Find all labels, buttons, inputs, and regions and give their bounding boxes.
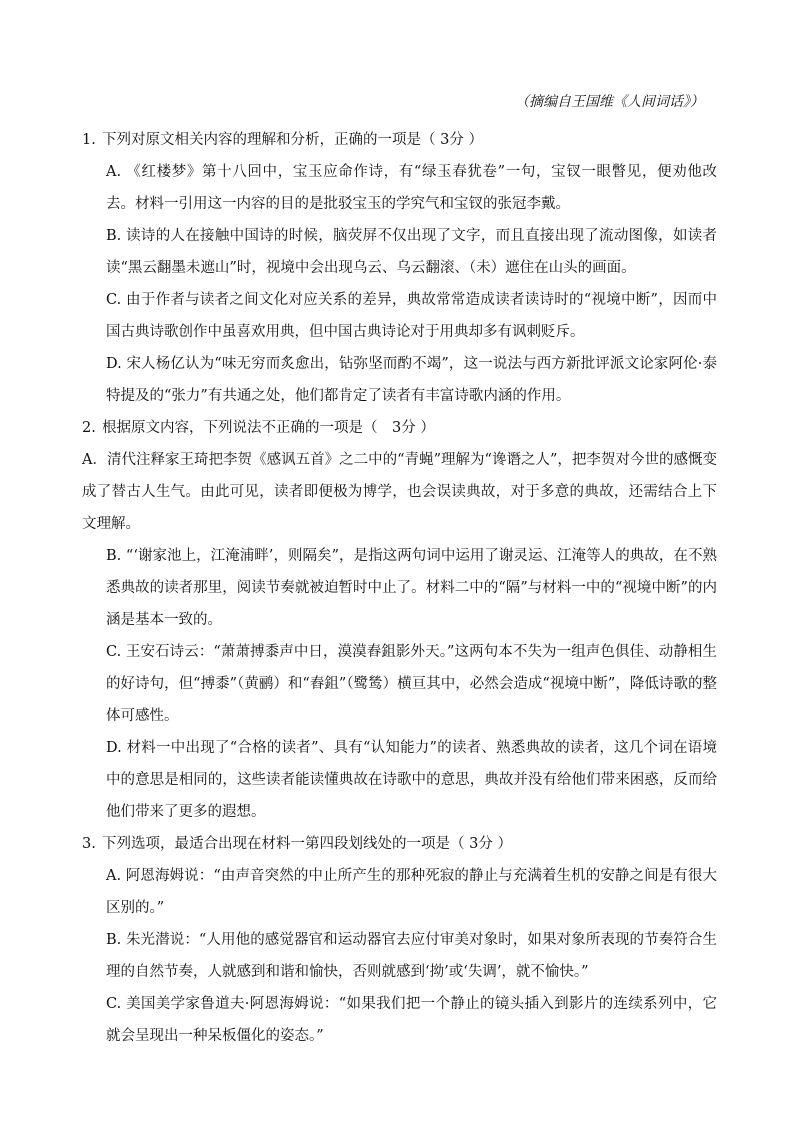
question-stem — [82, 412, 717, 444]
questions-container — [82, 124, 717, 1052]
option-a: A. 《红楼梦》第十八回中，宝玉应命作诗，有“绿玉春犹卷”一句，宝钗一眼瞥见，便劝他改去。材料一引用这一内容的目的是批驳宝玉的学究气和宝钗的张冠李戴。 — [106, 164, 717, 212]
option-a: A．清代注释家王琦把李贺《感讽五首》之二中的“青蝇”理解为“谗谮之人”，把李贺对今世的感慨变成了替古人生气。由此可见，读者即便极为博学，也会误读典故，对于多意的典故，还需结合上下文理解。 — [82, 452, 717, 532]
question-stem-text: 下列选项，最适合出现在材料一第四段划线处的一项是（ 3分 ） — [102, 836, 512, 852]
question-2 — [82, 412, 717, 828]
question-stem-text: 下列对原文相关内容的理解和分析，正确的一项是（ 3分 ） — [102, 132, 483, 148]
question-stem-text: 根据原文内容，下列说法不正确的一项是（ 3分 ） — [102, 420, 435, 436]
option-c: C. 王安石诗云：“萧萧搏黍声中日，漠漠舂鉏影外天。”这两句本不失为一组声色俱佳、动静相生的好诗句，但“搏黍”（黄鹂）和“舂鉏”（鹭鸶）横亘其中，必然会造成“视境中断”，降低诗歌的整体可感性。 — [106, 644, 717, 724]
option-c: C. 美国美学家鲁道夫·阿恩海姆说：“如果我们把一个静止的镜头插入到影片的连续系列中，它就会呈现出一种呆板僵化的姿态。” — [106, 996, 717, 1044]
question-stem — [82, 124, 717, 156]
option-a: A. 阿恩海姆说：“由声音突然的中止所产生的那种死寂的静止与充满着生机的安静之间是有很大区别的。” — [106, 868, 717, 916]
option-b: B. “‘谢家池上，江淹浦畔’，则隔矣”，是指这两句词中运用了谢灵运、江淹等人的典故，在不熟悉典故的读者那里，阅读节奏就被迫暂时中止了。材料二中的“隔”与材料一中的“视境中断”的内涵是基本一致的。 — [106, 548, 717, 628]
option-d: D. 宋人杨亿认为“味无穷而炙愈出，钻弥坚而酌不竭”，这一说法与西方新批评派文论家阿伦·泰特提及的“张力”有共通之处，他们都肯定了读者有丰富诗歌内涵的作用。 — [106, 356, 717, 404]
option-d: D. 材料一中出现了“合格的读者”、具有“认知能力”的读者、熟悉典故的读者，这几个词在语境中的意思是相同的，这些读者能读懂典故在诗歌中的意思，典故并没有给他们带来困惑，反而给他们带来了更多的遐想。 — [106, 740, 717, 820]
question-number: 2. — [82, 420, 96, 436]
question-1 — [82, 124, 717, 412]
source-citation: （摘编自王国维《人间词话》） — [515, 94, 704, 110]
question-number: 3. — [82, 836, 96, 852]
question-number: 1. — [82, 132, 96, 148]
question-stem — [82, 828, 717, 860]
option-b: B. 朱光潜说：“人用他的感觉器官和运动器官去应付审美对象时，如果对象所表现的节奏符合生理的自然节奏，人就感到和谐和愉快，否则就感到‘拗’或‘失调’，就不愉快。” — [106, 932, 717, 980]
option-c: C. 由于作者与读者之间文化对应关系的差异，典故常常造成读者读诗时的“视境中断”，因而中国古典诗歌创作中虽喜欢用典，但中国古典诗论对于用典却多有讽刺贬斥。 — [106, 292, 717, 340]
question-3 — [82, 828, 717, 1052]
option-b: B. 读诗的人在接触中国诗的时候，脑荧屏不仅出现了文字，而且直接出现了流动图像，如读者读“黑云翻墨未遮山”时，视境中会出现乌云、乌云翻滚、（未）遮住在山头的画面。 — [106, 228, 717, 276]
